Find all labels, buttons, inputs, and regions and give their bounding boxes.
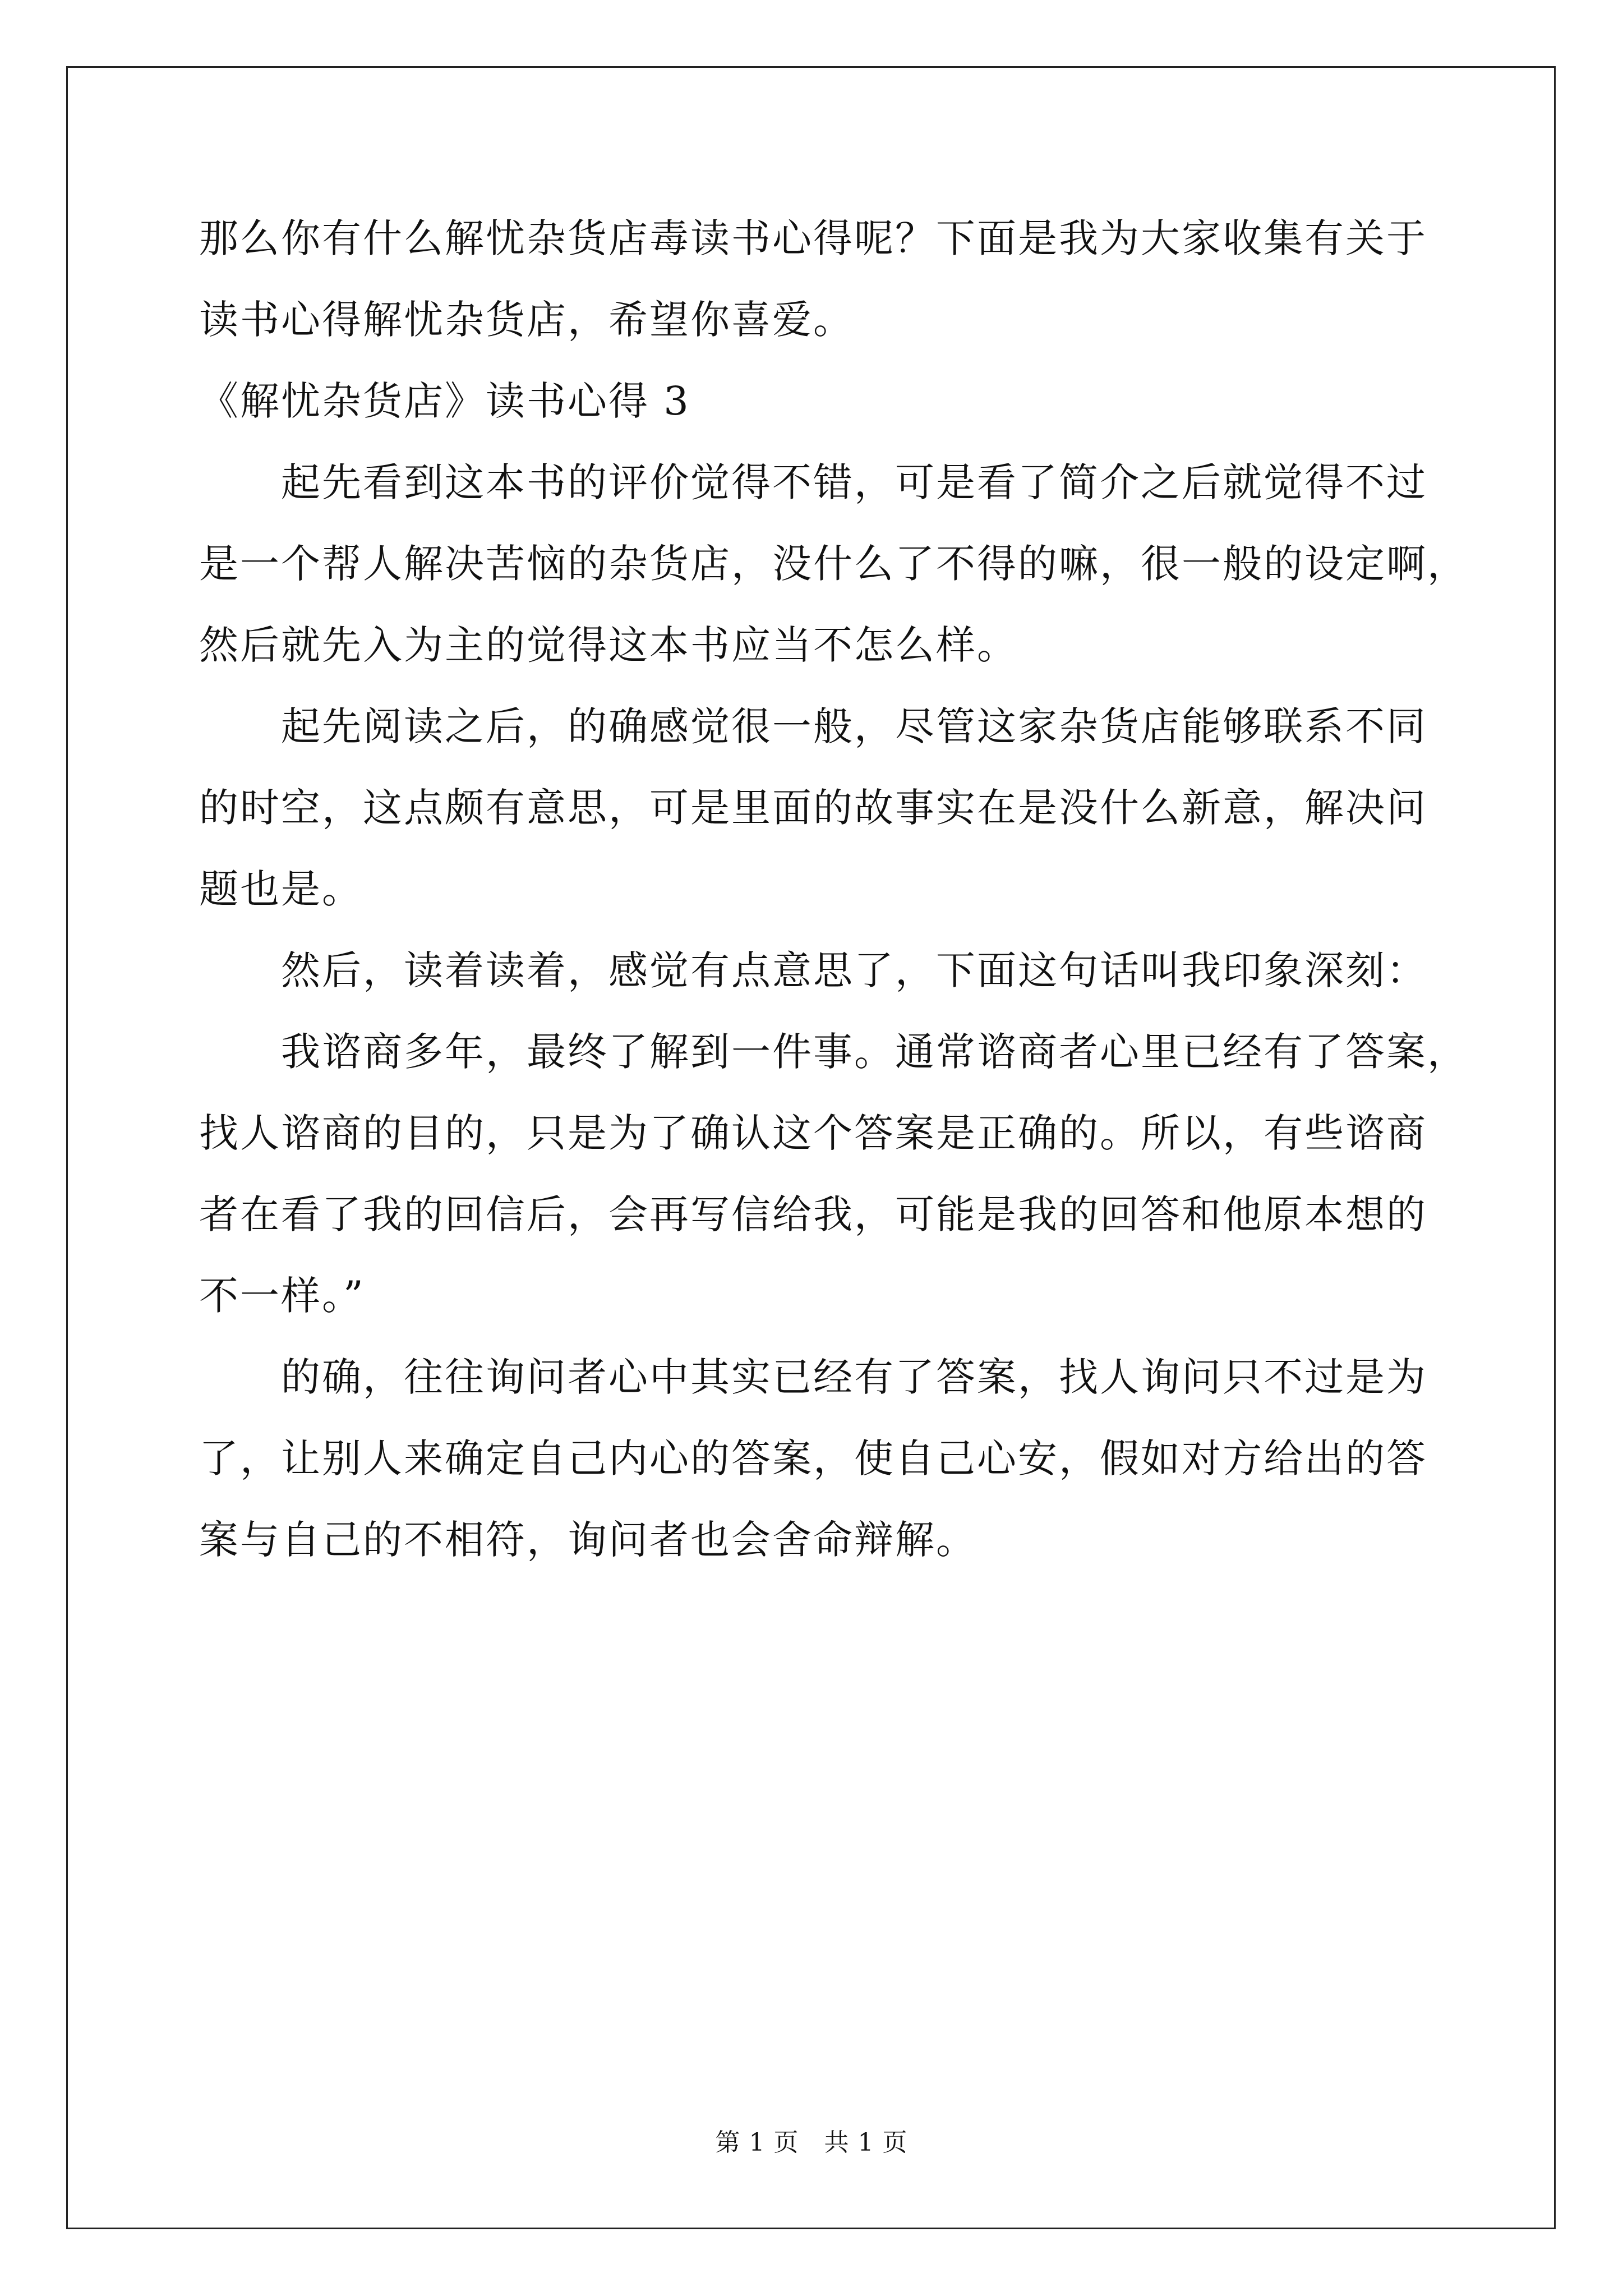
text-line-12: 找人谘商的目的，只是为了确认这个答案是正确的。所以，有些谘商 [199, 1110, 1427, 1156]
text-line-5: 是一个帮人解决苦恼的杂货店，没什么了不得的嘛，很一般的设定啊， [199, 541, 1468, 587]
text-line-15: 的确，往往询问者心中其实已经有了答案，找人询问只不过是为 [199, 1354, 1427, 1400]
text-line-13: 者在看了我的回信后，会再写信给我，可能是我的回答和他原本想的 [199, 1191, 1427, 1237]
text-line-11: 我谘商多年，最终了解到一件事。通常谘商者心里已经有了答案， [199, 1029, 1468, 1075]
text-line-17: 案与自己的不相符，询问者也会舍命辩解。 [199, 1517, 977, 1563]
text-line-10: 然后，读着读着，感觉有点意思了，下面这句话叫我印象深刻： [199, 947, 1427, 993]
text-line-8: 的时空，这点颇有意思，可是里面的故事实在是没什么新意，解决问 [199, 785, 1427, 831]
text-line-4: 起先看到这本书的评价觉得不错，可是看了简介之后就觉得不过 [199, 459, 1427, 505]
text-line-9: 题也是。 [199, 866, 363, 912]
section-heading: 《解忧杂货店》读书心得 3 [199, 378, 690, 424]
text-line-2: 读书心得解忧杂货店，希望你喜爱。 [199, 297, 854, 343]
text-line-14: 不一样。” [199, 1273, 365, 1319]
page-number-footer: 第 1 页 共 1 页 [715, 2128, 908, 2157]
text-line-6: 然后就先入为主的觉得这本书应当不怎么样。 [199, 622, 1018, 668]
text-line-7: 起先阅读之后，的确感觉很一般，尽管这家杂货店能够联系不同 [199, 703, 1427, 749]
text-line-16: 了，让别人来确定自己内心的答案，使自己心安，假如对方给出的答 [199, 1435, 1427, 1481]
text-line-1: 那么你有什么解忧杂货店毒读书心得呢？下面是我为大家收集有关于 [199, 215, 1427, 261]
